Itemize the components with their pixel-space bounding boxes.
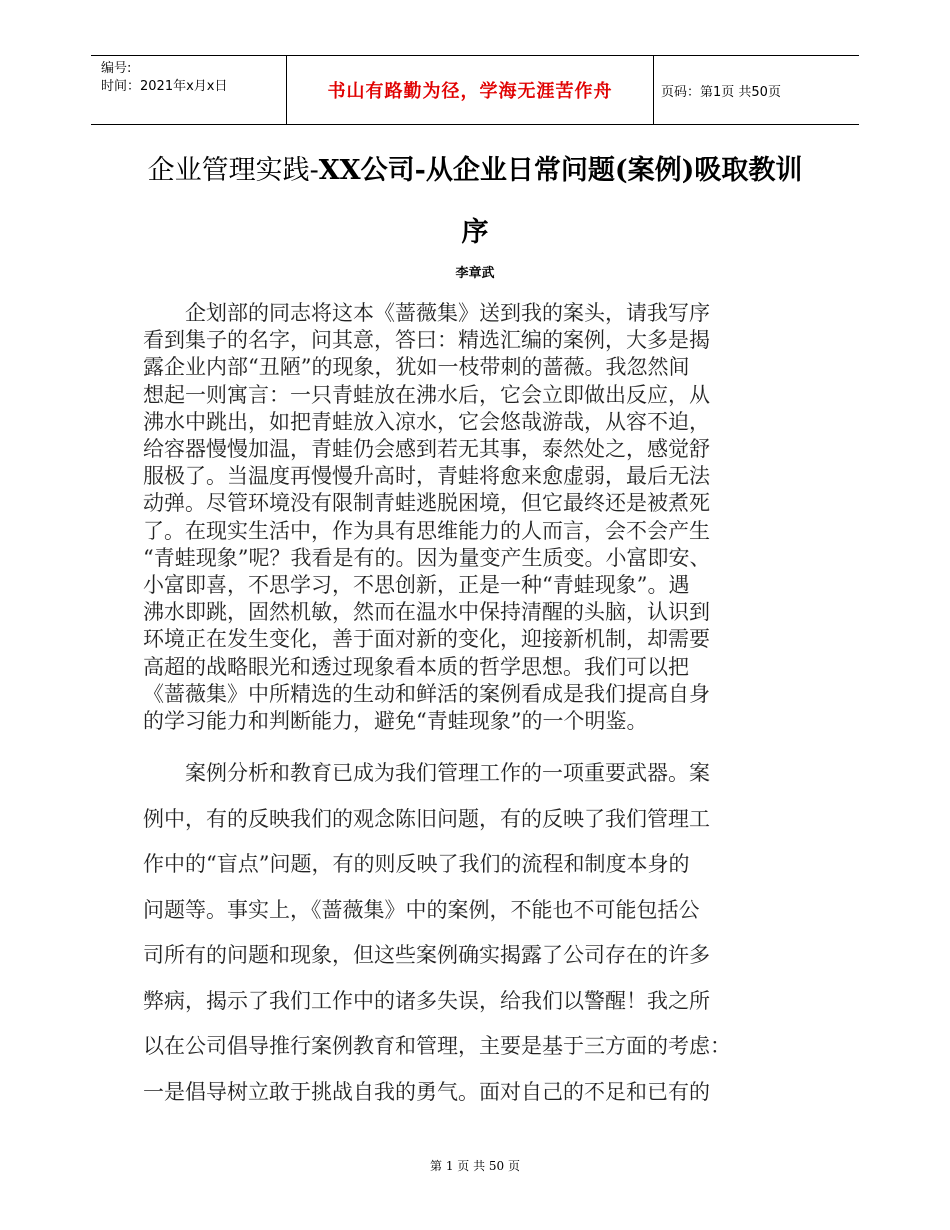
text-line: 服极了。当温度再慢慢升高时，青蛙将愈来愈虚弱，最后无法: [143, 464, 710, 489]
header-motto: 书山有路勤为径，学海无涯苦作舟: [327, 81, 613, 102]
text-line: 高超的战略眼光和透过现象看本质的哲学思想。我们可以把: [143, 654, 689, 679]
page-footer: 第 1 页 共 50 页: [430, 1159, 520, 1173]
text-line: 想起一则寓言：一只青蛙放在沸水后，它会立即做出反应，从: [143, 382, 710, 407]
header-table: [91, 55, 859, 125]
header-page-info: 页码：第1页 共50页: [661, 84, 781, 100]
header-meta: [101, 60, 227, 96]
time-label: 时间：2021年x月x日: [101, 79, 228, 94]
text-line: 露企业内部“丑陋”的现象，犹如一枝带刺的蔷薇。我忽然间: [143, 355, 690, 380]
text-line: 动弹。尽管环境没有限制青蛙逃脱困境，但它最终还是被煮死: [143, 491, 710, 516]
text-line: 了。在现实生活中，作为具有思维能力的人而言，会不会产生: [143, 518, 710, 543]
title-part3: 序: [461, 217, 489, 248]
text-line: 《蔷薇集》中所精选的生动和鲜活的案例看成是我们提高自身: [143, 681, 710, 706]
text-line: 企划部的同志将这本《蔷薇集》送到我的案头，请我写序: [143, 301, 710, 325]
text-line: “青蛙现象”呢？我看是有的。因为量变产生质变。小富即安、: [143, 545, 711, 570]
text-line: 例中，有的反映我们的观念陈旧问题，有的反映了我们管理工: [143, 806, 710, 831]
text-line: 弊病，揭示了我们工作中的诸多失误，给我们以警醒！我之所: [143, 988, 710, 1013]
text-line: 小富即喜，不思学习，不思创新，正是一种“青蛙现象”。遇: [143, 573, 690, 598]
title-part2: XX公司-从企业日常问题(案例)吸取教训: [318, 155, 803, 186]
text-line: 一是倡导树立敢于挑战自我的勇气。面对自己的不足和已有的: [143, 1079, 710, 1104]
text-line: 以在公司倡导推行案例教育和管理，主要是基于三方面的考虑：: [143, 1034, 731, 1058]
text-line: 问题等。事实上，《蔷薇集》中的案例，不能也不可能包括公: [143, 897, 700, 922]
text-line: 的学习能力和判断能力，避免“青蛙现象”的一个明鉴。: [143, 709, 648, 734]
text-line: 司所有的问题和现象，但这些案例确实揭露了公司存在的许多: [143, 943, 710, 967]
text-line: 环境正在发生变化，善于面对新的变化，迎接新机制，却需要: [143, 627, 710, 652]
text-line: 看到集子的名字，问其意，答曰：精选汇编的案例，大多是揭: [143, 328, 710, 353]
title-part1: 企业管理实践-: [147, 155, 319, 186]
page-title: [110, 140, 840, 264]
text-line: 给容器慢慢加温，青蛙仍会感到若无其事，泰然处之，感觉舒: [143, 437, 710, 462]
text-line: 案例分析和教育已成为我们管理工作的一项重要武器。案: [143, 761, 710, 785]
text-line: 沸水即跳，固然机敏，然而在温水中保持清醒的头脑，认识到: [143, 600, 710, 625]
author-name: 李章武: [455, 266, 495, 281]
text-line: 沸水中跳出，如把青蛙放入凉水，它会悠哉游哉，从容不迫，: [143, 409, 710, 434]
paragraph-2: [143, 751, 823, 1115]
paragraph-1: [143, 300, 823, 735]
number-label: 编号:: [101, 61, 132, 76]
text-line: 作中的“盲点”问题，有的则反映了我们的流程和制度本身的: [143, 852, 690, 876]
header-divider: [653, 56, 654, 124]
